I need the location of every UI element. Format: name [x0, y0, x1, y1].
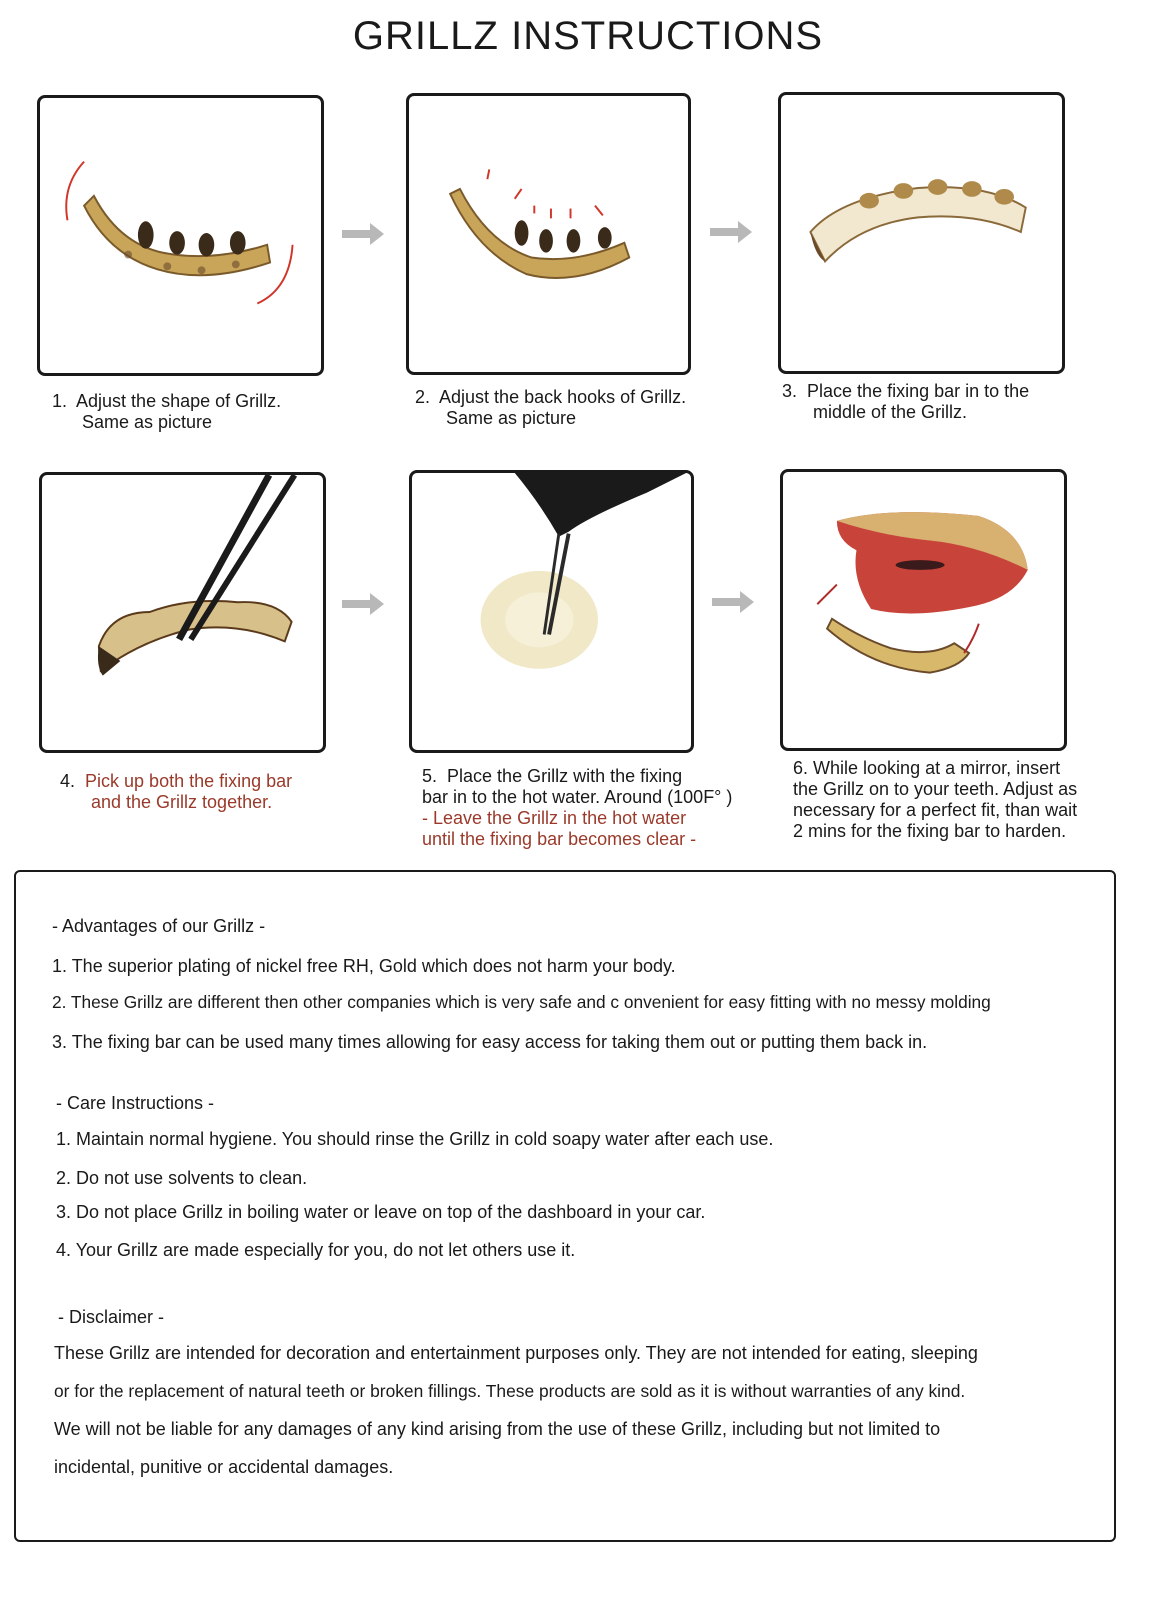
grillz-adjust-shape-icon — [40, 98, 321, 373]
step-1-image — [37, 95, 324, 376]
care-item: 3. Do not place Grillz in boiling water or leave on top of the dashboard in your car. — [56, 1202, 706, 1222]
grillz-back-hooks-icon — [409, 96, 688, 372]
step-4-caption — [60, 771, 292, 813]
advantages-heading: - Advantages of our Grillz - — [52, 916, 266, 936]
advantage-item: 2. These Grillz are different then other companies which is very safe and c onvenient for easy fitting with no messy molding — [52, 992, 991, 1012]
disclaimer-heading: - Disclaimer - — [58, 1307, 164, 1327]
step-text: Adjust the shape of Grillz. — [76, 391, 282, 411]
care-item: 2. Do not use solvents to clean. — [56, 1168, 308, 1188]
care-item: 1. Maintain normal hygiene. You should rinse the Grillz in cold soapy water after each use. — [56, 1129, 774, 1149]
step-number: 1. — [52, 391, 68, 411]
step-1-caption — [52, 391, 281, 433]
care-heading: - Care Instructions - — [56, 1093, 215, 1113]
step-6-image — [780, 469, 1067, 751]
disclaimer-line: We will not be liable for any damages of any kind arising from the use of these Grillz, including but not limited to — [54, 1419, 941, 1439]
next-arrow-icon — [342, 223, 384, 245]
disclaimer-line: or for the replacement of natural teeth or broken fillings. These products are sold as it is without warranties of any kind. — [54, 1381, 966, 1401]
step-5-caption — [422, 766, 732, 850]
hot-water-icon — [412, 473, 691, 750]
step-text: While looking at a mirror, insert — [813, 758, 1061, 778]
next-arrow-icon — [710, 221, 752, 243]
disclaimer-line: These Grillz are intended for decoration and entertainment purposes only. They are not intended for eating, sleeping — [54, 1343, 978, 1363]
step-text: the Grillz on to your teeth. Adjust as — [793, 779, 1078, 799]
advantage-item: 3. The fixing bar can be used many times allowing for easy access for taking them out or putting them back in. — [52, 1032, 928, 1052]
step-text: Adjust the back hooks of Grillz. — [439, 387, 687, 407]
next-arrow-icon — [712, 591, 754, 613]
step-number: 4. — [60, 771, 76, 791]
step-text: middle of the Grillz. — [813, 402, 968, 422]
disclaimer-line: incidental, punitive or accidental damages. — [54, 1457, 394, 1477]
tweezers-pick-up-icon — [42, 475, 323, 750]
step-2-image — [406, 93, 691, 375]
care-item: 4. Your Grillz are made especially for you, do not let others use it. — [56, 1240, 576, 1260]
step-4-image — [39, 472, 326, 753]
step-text: Place the Grillz with the fixing — [447, 766, 683, 786]
step-number: 6. — [793, 758, 809, 778]
step-number: 3. — [782, 381, 798, 401]
step-text: Place the fixing bar in to the — [807, 381, 1030, 401]
step-5-image — [409, 470, 694, 753]
step-text: bar in to the hot water. Around (100F° ) — [422, 787, 733, 807]
step-text: - Leave the Grillz in the hot water — [422, 808, 687, 828]
insert-on-teeth-icon — [783, 472, 1064, 748]
grillz-fixing-bar-icon — [781, 95, 1062, 371]
page-title: GRILLZ INSTRUCTIONS — [352, 14, 824, 58]
step-text: Same as picture — [82, 412, 213, 432]
step-text: 2 mins for the fixing bar to harden. — [793, 821, 1067, 841]
step-2-caption — [415, 387, 686, 429]
next-arrow-icon — [342, 593, 384, 615]
step-number: 5. — [422, 766, 438, 786]
advantage-item: 1. The superior plating of nickel free RH, Gold which does not harm your body. — [52, 956, 676, 976]
step-text: Pick up both the fixing bar — [85, 771, 293, 791]
step-text: Same as picture — [446, 408, 577, 428]
step-number: 2. — [415, 387, 431, 407]
step-text: necessary for a perfect fit, than wait — [793, 800, 1078, 820]
step-6-caption — [793, 758, 1077, 842]
step-3-image — [778, 92, 1065, 374]
step-text: and the Grillz together. — [91, 792, 273, 812]
step-3-caption — [782, 381, 1029, 423]
step-text: until the fixing bar becomes clear - — [422, 829, 697, 849]
